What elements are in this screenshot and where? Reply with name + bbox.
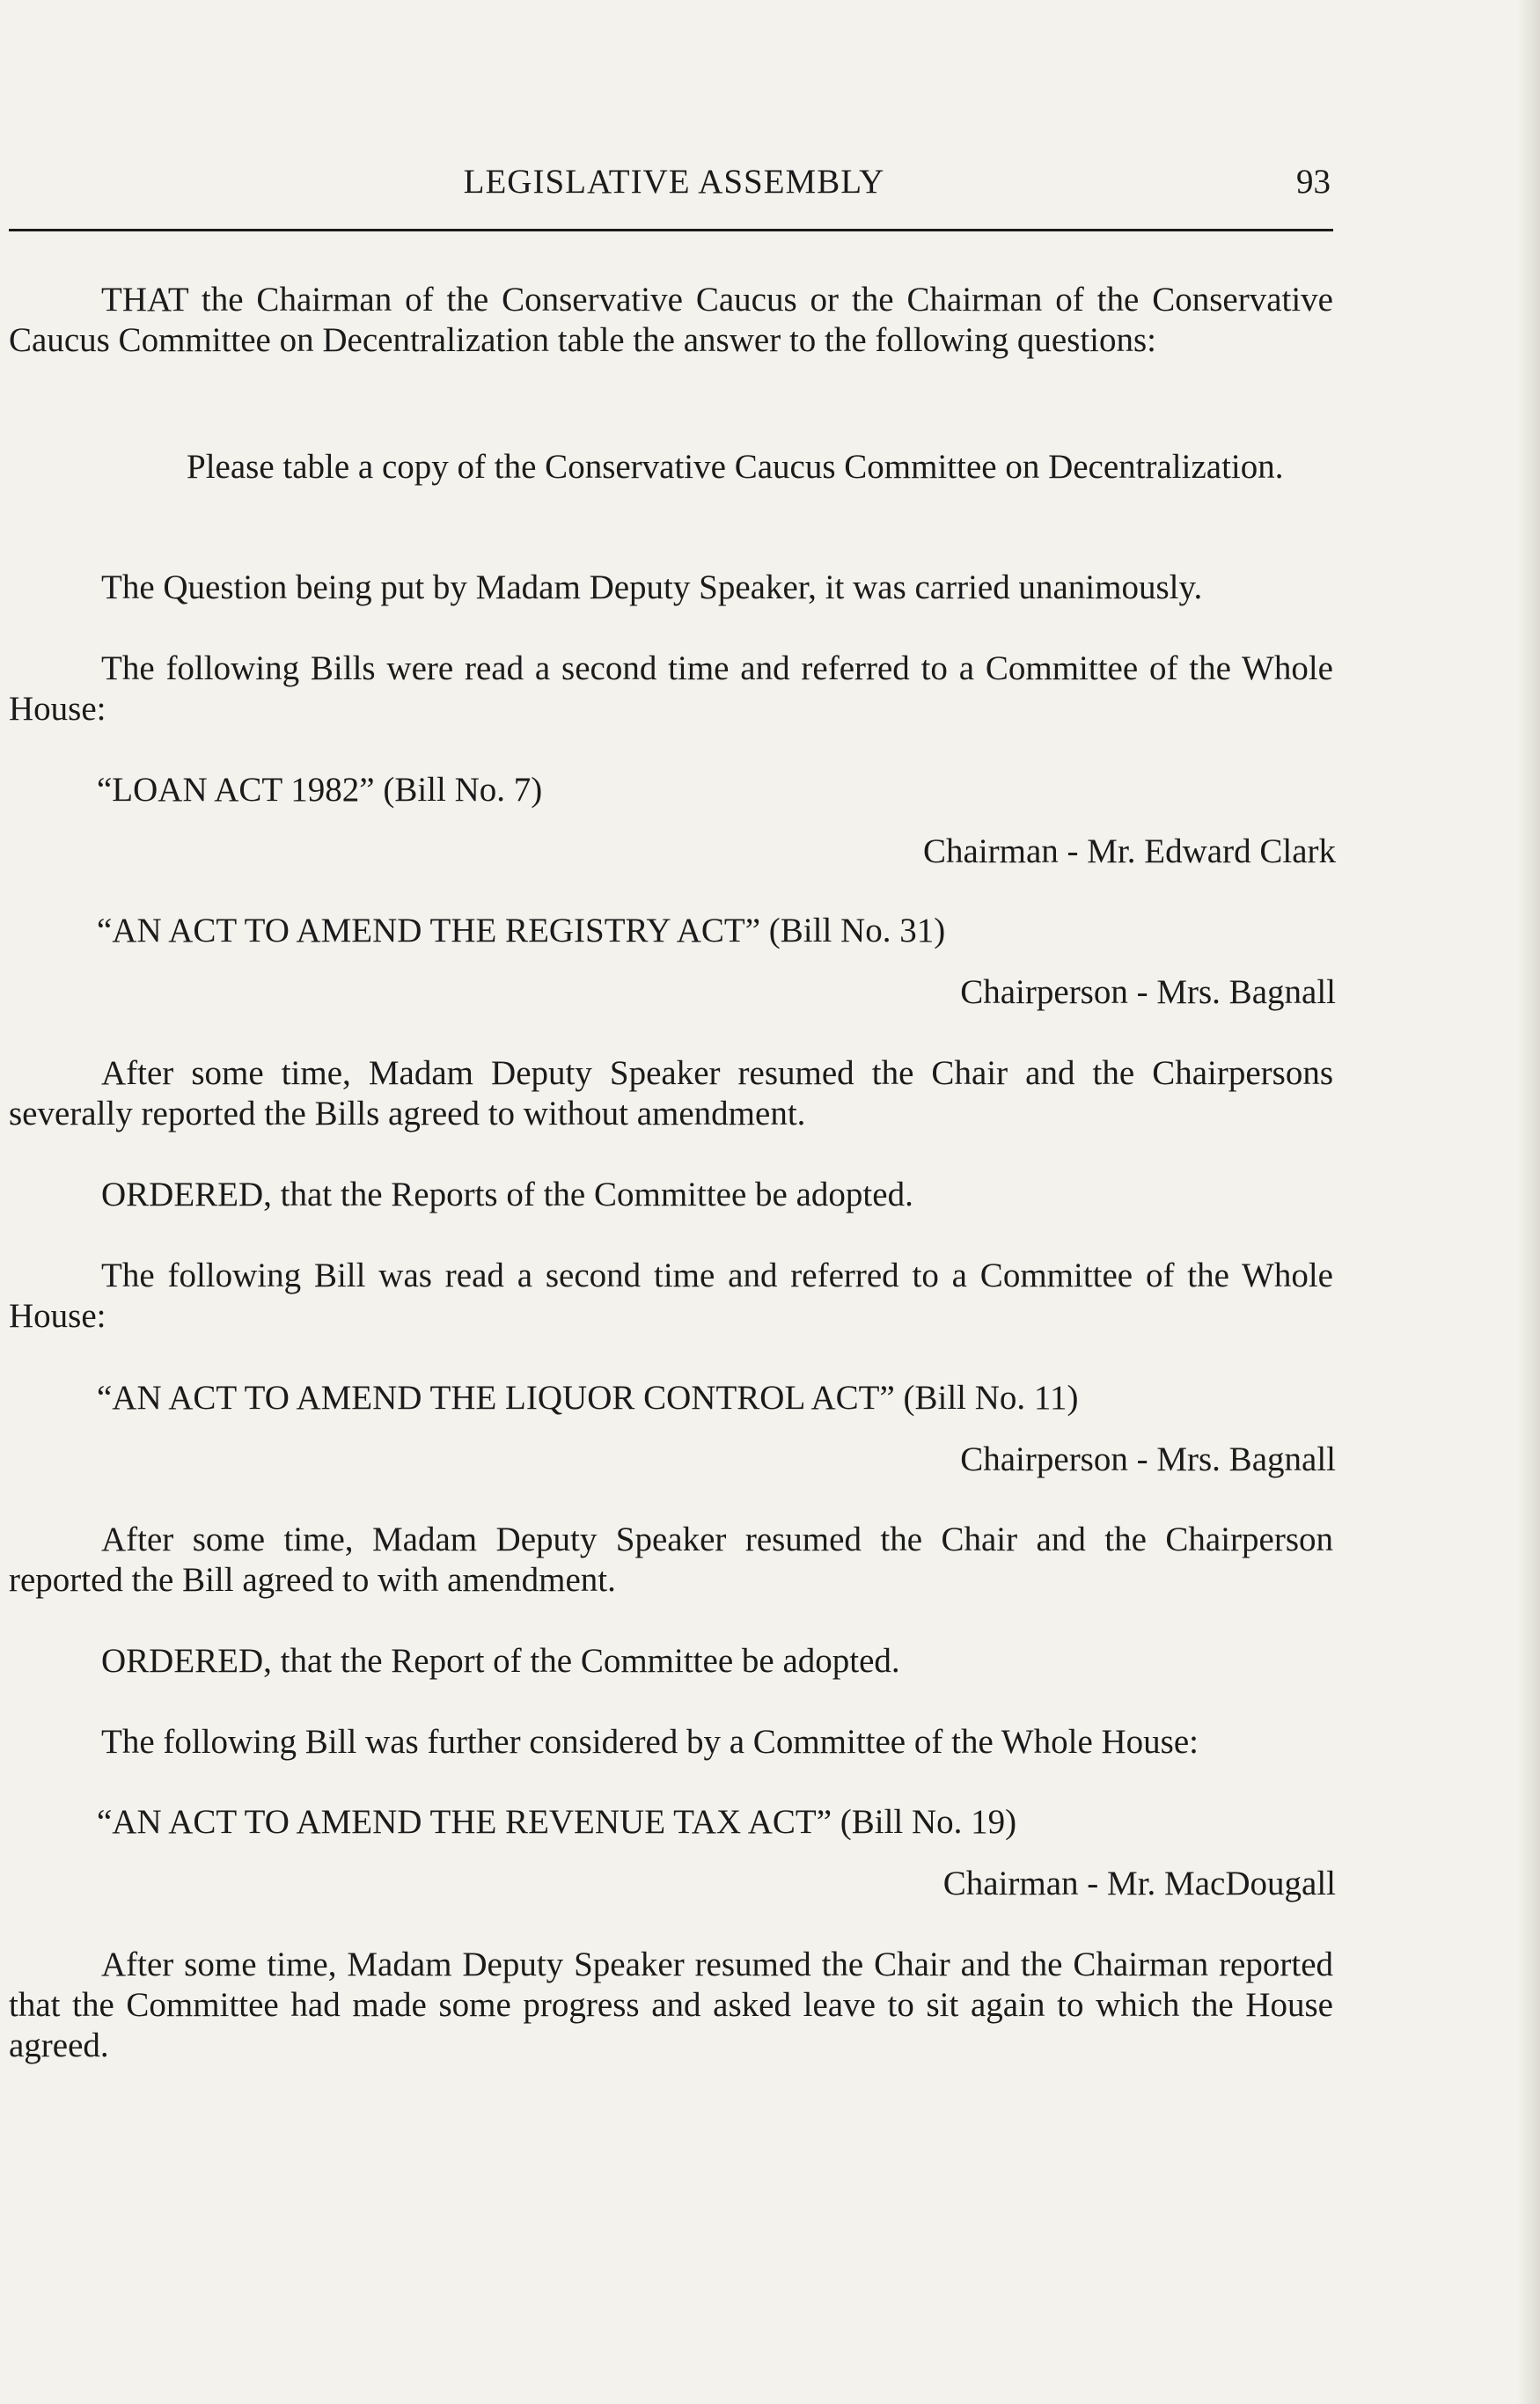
bill-11-chair: Chairperson - Mrs. Bagnall <box>960 1440 1336 1478</box>
bill-further-paragraph: The following Bill was further considered by a Committee of the Whole House: <box>101 1723 1199 1761</box>
bill-7-title: “LOAN ACT 1982” (Bill No. 7) <box>97 771 543 809</box>
bill-11-title: “AN ACT TO AMEND THE LIQUOR CONTROL ACT” (Bill No. 11) <box>97 1379 1079 1417</box>
running-header-title: LEGISLATIVE ASSEMBLY <box>463 163 885 201</box>
question-carried-paragraph: The Question being put by Madam Deputy Speaker, it was carried unanimously. <box>101 568 1203 606</box>
page-edge-shadow <box>1517 0 1540 2404</box>
page-number: 93 <box>1296 163 1331 201</box>
bill-31-title: “AN ACT TO AMEND THE REGISTRY ACT” (Bill No. 31) <box>97 912 946 949</box>
bill-7-chair: Chairman - Mr. Edward Clark <box>923 832 1336 870</box>
bill-31-chair: Chairperson - Mrs. Bagnall <box>960 973 1336 1011</box>
question-quote-paragraph: Please table a copy of the Conservative Caucus Committee on Decentralization. <box>187 448 1284 486</box>
report-paragraph-1: After some time, Madam Deputy Speaker resumed the Chair and the Chairpersons severally reported the Bills agreed to without amendment. <box>9 1054 1333 1132</box>
bill-19-title: “AN ACT TO AMEND THE REVENUE TAX ACT” (Bill No. 19) <box>97 1803 1017 1841</box>
ordered-paragraph-1: ORDERED, that the Reports of the Committee be adopted. <box>101 1176 913 1213</box>
report-paragraph-3: After some time, Madam Deputy Speaker resumed the Chair and the Chairman reported that the Committee had made some progress and asked leave to sit again to which the House agreed. <box>9 1946 1333 2064</box>
header-rule <box>9 229 1333 231</box>
bill-referred-paragraph: The following Bill was read a second time and referred to a Committee of the Whole House: <box>9 1257 1333 1335</box>
report-paragraph-2: After some time, Madam Deputy Speaker resumed the Chair and the Chairperson reported the Bill agreed to with amendment. <box>9 1521 1333 1599</box>
bill-19-chair: Chairman - Mr. MacDougall <box>942 1865 1336 1902</box>
bills-referred-paragraph: The following Bills were read a second time and referred to a Committee of the Whole House: <box>9 649 1333 728</box>
motion-paragraph: THAT the Chairman of the Conservative Caucus or the Chairman of the Conservative Caucus Committee on Decentralization table the answer to the following questions: <box>9 281 1333 359</box>
ordered-paragraph-2: ORDERED, that the Report of the Committee be adopted. <box>101 1642 900 1680</box>
